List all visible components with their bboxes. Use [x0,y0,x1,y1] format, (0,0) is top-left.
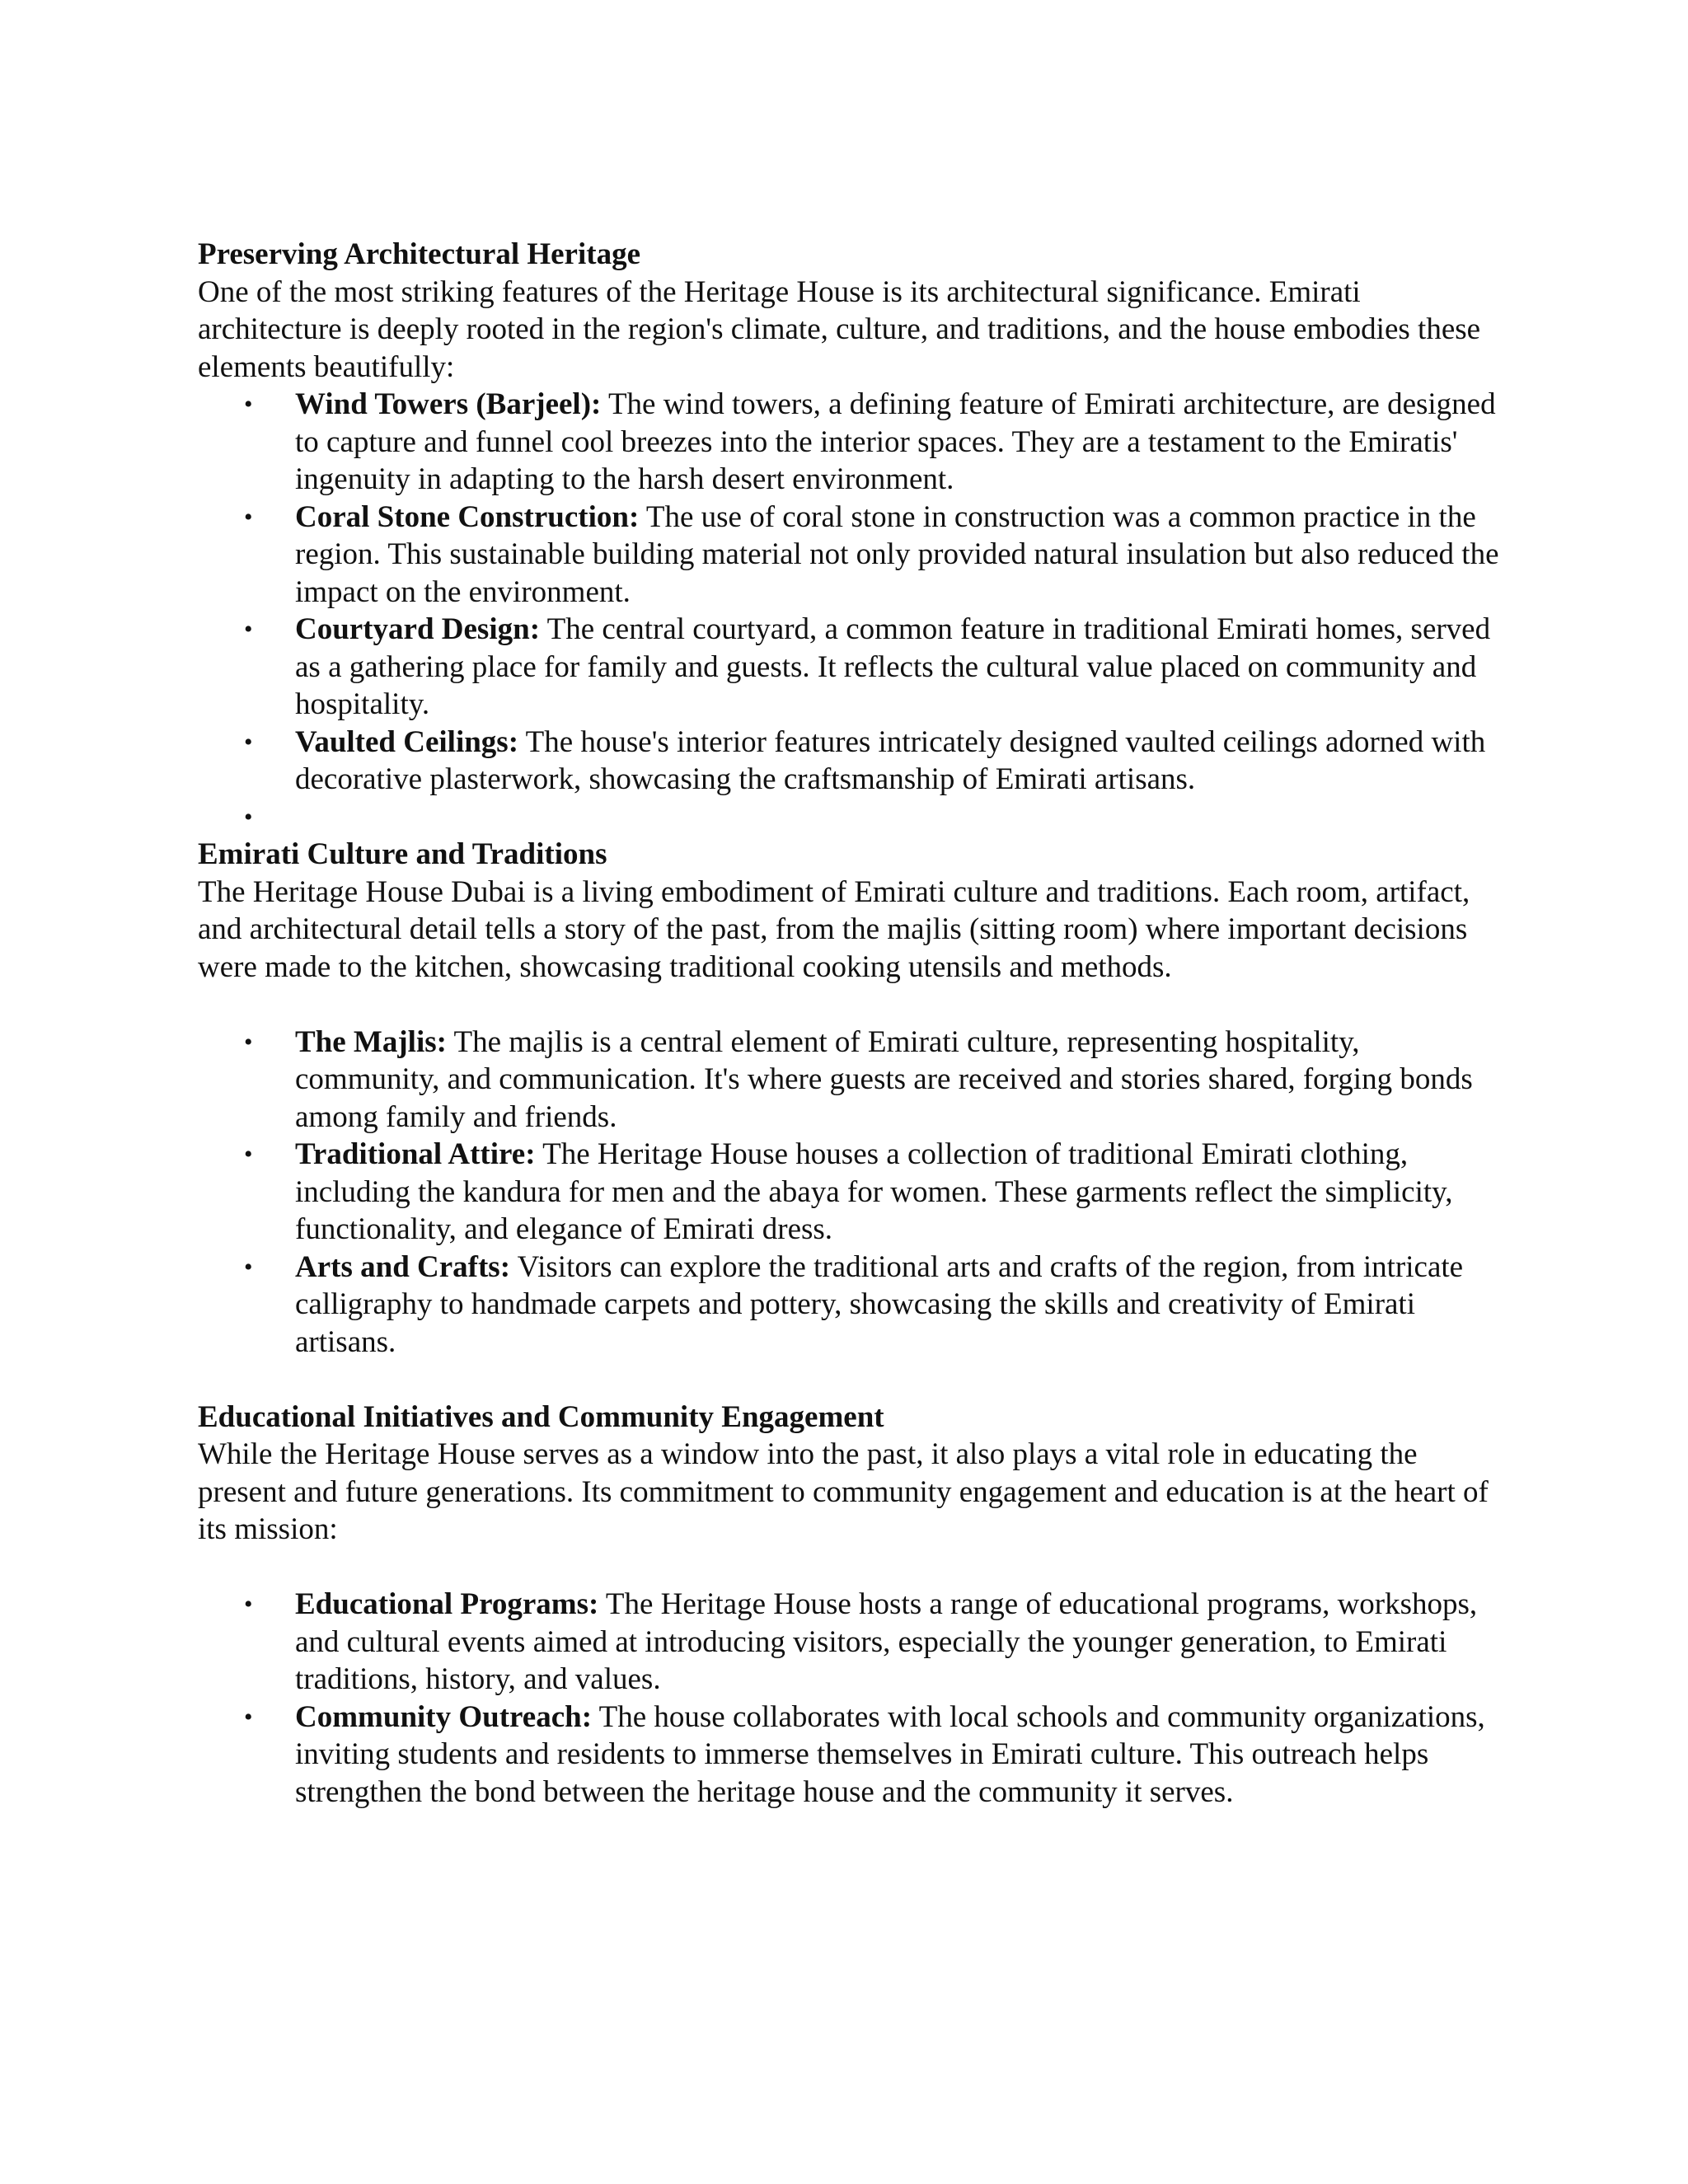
list-item-text: The central courtyard, a common feature in traditional Emirati homes, served as a gathering place for family and guests. It reflects the cultural value placed on community and hospitality. [295,612,1491,721]
list-item-term: Community Outreach: [295,1699,593,1734]
bullet-icon: • [244,1028,253,1056]
list-item-term: Arts and Crafts: [295,1249,511,1284]
list-item-text: The house collaborates with local schools and community organizations, inviting students and residents to immerse themselves in Emirati culture. This outreach helps strengthen the bond between the heritage house and the community it serves. [295,1699,1485,1809]
bullet-list-architecture [198,386,1500,836]
bullet-icon: • [244,1253,253,1281]
list-item [198,499,1500,612]
list-item [198,386,1500,499]
section-intro-education: While the Heritage House serves as a window into the past, it also plays a vital role in educating the present and future generations. Its commitment to community engagement and education is at the heart of its mission: [198,1437,1489,1546]
list-item-term: Courtyard Design: [295,612,541,646]
section-heading-architecture: Preserving Architectural Heritage [198,237,641,271]
bullet-list-culture [198,1024,1500,1361]
list-item-term: Educational Programs: [295,1587,599,1621]
spacer [198,1549,1500,1586]
bullet-icon: • [244,1591,253,1618]
list-item [198,1024,1500,1137]
bullet-icon: • [244,1141,253,1168]
list-item [198,1586,1500,1699]
bullet-icon: • [244,728,253,756]
list-item [198,724,1500,799]
list-item-text: The Heritage House hosts a range of educational programs, workshops, and cultural events aimed at introducing visitors, especially the younger generation, to Emirati traditions, history, and values. [295,1587,1478,1696]
list-item-text: The house's interior features intricately designed vaulted ceilings adorned with decorative plasterwork, showcasing the craftsmanship of Emirati artisans. [295,724,1486,796]
document-body [198,236,1500,1811]
list-item [198,1249,1500,1361]
bullet-icon: • [244,616,253,643]
list-item-text: The Heritage House houses a collection of traditional Emirati clothing, including the kandura for men and the abaya for women. These garments reflect the simplicity, functionality, and elegance of Emirati dress. [295,1137,1453,1246]
list-item-text: The wind towers, a defining feature of Emirati architecture, are designed to capture and funnel cool breezes into the interior spaces. They are a testament to the Emiratis' ingenuity in adapting to the harsh desert environment. [295,387,1496,496]
bullet-list-education [198,1586,1500,1811]
list-item [198,1699,1500,1811]
bullet-icon: • [244,503,253,531]
list-item-term: Wind Towers (Barjeel): [295,387,602,421]
list-item [198,611,1500,724]
list-item [198,1136,1500,1249]
list-item-text: The use of coral stone in construction was a common practice in the region. This sustainable building material not only provided natural insulation but also reduced the impact on the environment. [295,499,1499,609]
section-heading-education: Educational Initiatives and Community Engagement [198,1399,884,1434]
spacer [198,986,1500,1024]
list-item-empty [198,799,1500,837]
list-item-term: The Majlis: [295,1024,447,1059]
section-heading-culture: Emirati Culture and Traditions [198,837,607,871]
list-item-term: Traditional Attire: [295,1137,536,1171]
list-item-term: Coral Stone Construction: [295,499,640,534]
list-item-text: The majlis is a central element of Emirati culture, representing hospitality, community, and communication. It's where guests are received and stories shared, forging bonds among family and friends. [295,1024,1473,1134]
section-intro-architecture: One of the most striking features of the Heritage House is its architectural significance. Emirati architecture is deeply rooted in the region's climate, culture, and traditions, and the house embodies these elements beautifully: [198,274,1481,384]
bullet-icon: • [244,391,253,418]
bullet-icon: • [244,803,253,831]
spacer [198,1361,1500,1399]
list-item-term: Vaulted Ceilings: [295,724,519,759]
list-item-text: Visitors can explore the traditional arts and crafts of the region, from intricate calligraphy to handmade carpets and pottery, showcasing the skills and creativity of Emirati artisans. [295,1249,1464,1359]
bullet-icon: • [244,1703,253,1731]
section-intro-culture: The Heritage House Dubai is a living embodiment of Emirati culture and traditions. Each room, artifact, and architectural detail tells a story of the past, from the majlis (sitting room) where important decisions were made to the kitchen, showcasing traditional cooking utensils and methods. [198,874,1470,984]
